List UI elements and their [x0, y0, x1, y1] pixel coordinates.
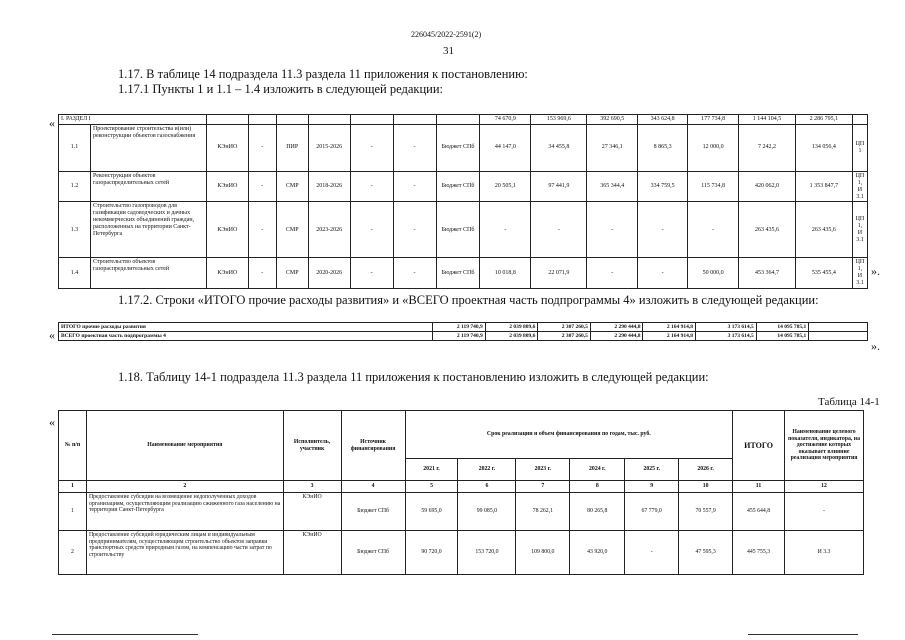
row-value: 97 441,9 [531, 171, 587, 202]
totals-label: ВСЕГО проектная часть подпрограммы 4 [59, 332, 433, 341]
header-row [59, 411, 864, 459]
header-name: Наименование мероприятия [86, 411, 283, 481]
row-cell: - [248, 124, 276, 171]
row-value: 365 344,4 [587, 171, 638, 202]
row-name: Предоставление субсидий юридическим лицам и индивидуальным предпринимателям, осуществляющим строительство объектов заправки транспортных средств природным газом, на компенсацию части затрат по строительству [86, 531, 283, 575]
row-number: 1.4 [59, 258, 91, 289]
column-number: 5 [405, 481, 458, 493]
header-year: 2024 г. [570, 459, 625, 481]
row-value: 99 085,0 [458, 493, 516, 531]
totals-value: 2 119 740,9 [433, 332, 486, 341]
bottom-rule [52, 634, 198, 635]
table-row [59, 124, 868, 171]
row-executor: КЭнИО [206, 171, 248, 202]
header-period: Срок реализации и объем финансирования по годам, тыс. руб. [405, 411, 733, 459]
row-source: Бюджет СПб [341, 531, 405, 575]
row-target: ЦП 1, И 3.1 [852, 171, 867, 202]
row-source: Бюджет СПб [436, 258, 480, 289]
row-cell: - [248, 202, 276, 258]
row-work-type: СМР [276, 258, 308, 289]
row-number: 2 [59, 531, 87, 575]
section-value: 74 670,9 [480, 115, 531, 125]
row-value: 8 865,3 [638, 124, 688, 171]
row-value: 43 920,0 [570, 531, 625, 575]
row-cell: - [350, 258, 393, 289]
row-executor: КЭнИО [206, 202, 248, 258]
row-number: 1.3 [59, 202, 91, 258]
row-value: - [638, 258, 688, 289]
column-number-row [59, 481, 864, 493]
row-number: 1 [59, 493, 87, 531]
row-value: - [638, 202, 688, 258]
row-source: Бюджет СПб [341, 493, 405, 531]
row-target: - [785, 493, 864, 531]
row-name: Предоставление субсидии на возмещение недополученных доходов организациям, осуществляющим реализацию сжиженного газа населению на территории Санкт-Петербурга [86, 493, 283, 531]
row-cell: - [248, 258, 276, 289]
row-value: 20 505,1 [480, 171, 531, 202]
row-value: 263 435,6 [795, 202, 852, 258]
row-number: 1.1 [59, 124, 91, 171]
row-value: 153 720,0 [458, 531, 516, 575]
row-value: 7 242,2 [739, 124, 796, 171]
totals-value: 2 119 740,9 [433, 323, 486, 332]
column-number: 3 [283, 481, 341, 493]
header-year: 2022 г. [458, 459, 516, 481]
row-value: 80 265,8 [570, 493, 625, 531]
section-value: 343 624,8 [638, 115, 688, 125]
page-number: 31 [443, 45, 454, 57]
row-work-type: СМР [276, 202, 308, 258]
row-value: 34 455,8 [531, 124, 587, 171]
column-number: 8 [570, 481, 625, 493]
totals-value: 2 307 260,5 [538, 332, 591, 341]
row-target: ЦП 1 [852, 124, 867, 171]
totals-row [59, 332, 868, 341]
totals-value: 2 307 260,5 [538, 323, 591, 332]
column-number: 1 [59, 481, 87, 493]
row-value: 47 595,3 [679, 531, 733, 575]
row-value: 22 071,9 [531, 258, 587, 289]
header-target: Наименование целевого показателя, индикатора, на достижение которых оказывает влияние реализация мероприятия [785, 411, 864, 481]
row-source: Бюджет СПб [436, 171, 480, 202]
paragraph-1-18: 1.18. Таблицу 14-1 подраздела 11.3 раздела 11 приложения к постановлению изложить в следующей редакции: [118, 370, 709, 384]
table-row [59, 258, 868, 289]
row-name: Проектирование строительства и(или) реконструкции объектов газоснабжения [90, 124, 206, 171]
row-cell: - [350, 171, 393, 202]
bottom-rule [748, 634, 858, 635]
row-value: 50 000,0 [688, 258, 739, 289]
row-period: 2023-2026 [308, 202, 350, 258]
row-value: 115 734,8 [688, 171, 739, 202]
row-source: Бюджет СПб [436, 124, 480, 171]
table-row [59, 171, 868, 202]
row-source: Бюджет СПб [436, 202, 480, 258]
header-executor: Исполнитель, участник [283, 411, 341, 481]
paragraph-1-17-2: 1.17.2. Строки «ИТОГО прочие расходы развития» и «ВСЕГО проектная часть подпрограммы 4» изложить в следующей редакции: [118, 293, 819, 307]
table-row [59, 493, 864, 531]
table-row [59, 531, 864, 575]
quote-open: « [49, 415, 55, 429]
totals-value: 2 039 809,6 [485, 323, 538, 332]
column-number: 12 [785, 481, 864, 493]
column-number: 10 [679, 481, 733, 493]
row-executor: КЭнИО [206, 258, 248, 289]
column-number: 6 [458, 481, 516, 493]
row-value: 27 346,1 [587, 124, 638, 171]
header-year: 2021 г. [405, 459, 458, 481]
row-executor: КЭнИО [283, 531, 341, 575]
row-name: Строительство объектов газораспределительных сетей [90, 258, 206, 289]
section-value: 392 690,5 [587, 115, 638, 125]
row-period: 2020-2026 [308, 258, 350, 289]
row-cell: - [350, 202, 393, 258]
row-cell: - [350, 124, 393, 171]
header-num: № п/п [59, 411, 87, 481]
header-source: Источник финансирования [341, 411, 405, 481]
row-target: И 3.3 [785, 531, 864, 575]
row-value: 12 000,0 [688, 124, 739, 171]
quote-open: « [49, 116, 55, 130]
header-year: 2023 г. [516, 459, 570, 481]
table-row [59, 202, 868, 258]
header-total: ИТОГО [733, 411, 785, 481]
totals-row [59, 323, 868, 332]
quote-open: « [49, 328, 55, 342]
totals-value: 3 173 614,5 [696, 332, 757, 341]
row-value: 70 557,9 [679, 493, 733, 531]
totals-value: 2 290 444,8 [590, 323, 643, 332]
table-14-fragment [58, 114, 868, 289]
quote-close: ». [871, 264, 880, 278]
row-target: ЦП 1, И 3.1 [852, 202, 867, 258]
quote-close: ». [871, 339, 880, 353]
row-value: 420 062,0 [739, 171, 796, 202]
row-value: 1 353 847,7 [795, 171, 852, 202]
row-executor: КЭнИО [206, 124, 248, 171]
row-value: 263 435,6 [739, 202, 796, 258]
row-period: 2015-2026 [308, 124, 350, 171]
row-cell: - [248, 171, 276, 202]
table-14-1 [58, 410, 864, 575]
paragraph-1-17-1: 1.17.1 Пункты 1 и 1.1 – 1.4 изложить в следующей редакции: [118, 82, 444, 96]
row-value: - [688, 202, 739, 258]
row-name: Реконструкция объектов газораспределительных сетей [90, 171, 206, 202]
column-number: 9 [625, 481, 679, 493]
row-work-type: ПИР [276, 124, 308, 171]
document-number: 226045/2022-2591(2) [411, 30, 482, 39]
row-executor: КЭнИО [283, 493, 341, 531]
row-number: 1.2 [59, 171, 91, 202]
totals-value: 2 039 809,6 [485, 332, 538, 341]
header-year: 2026 г. [679, 459, 733, 481]
row-work-type: СМР [276, 171, 308, 202]
row-cell: - [393, 202, 436, 258]
row-cell: - [393, 124, 436, 171]
row-value: - [587, 258, 638, 289]
section-value: 177 734,8 [688, 115, 739, 125]
totals-value: 2 164 914,8 [643, 323, 696, 332]
section-value: 153 969,6 [531, 115, 587, 125]
section-value: 2 286 795,1 [795, 115, 852, 125]
row-value: - [531, 202, 587, 258]
paragraph-1-17: 1.17. В таблице 14 подраздела 11.3 раздела 11 приложения к постановлению: [118, 67, 528, 81]
row-cell: - [393, 171, 436, 202]
totals-label: ИТОГО прочие расходы развития [59, 323, 433, 332]
totals-table [58, 322, 868, 341]
totals-value: 2 164 914,8 [643, 332, 696, 341]
column-number: 4 [341, 481, 405, 493]
section-label: I. РАЗДЕЛ I [59, 115, 207, 125]
row-value: 535 455,4 [795, 258, 852, 289]
row-total: 445 755,3 [733, 531, 785, 575]
header-year: 2025 г. [625, 459, 679, 481]
row-period: 2018-2026 [308, 171, 350, 202]
row-value: 334 759,5 [638, 171, 688, 202]
row-total: 455 644,8 [733, 493, 785, 531]
totals-value: 14 095 785,1 [756, 323, 809, 332]
row-value: 10 018,8 [480, 258, 531, 289]
row-value: - [625, 531, 679, 575]
totals-value: 14 095 785,1 [756, 332, 809, 341]
column-number: 11 [733, 481, 785, 493]
totals-value: 2 290 444,8 [590, 332, 643, 341]
row-value: 109 800,0 [516, 531, 570, 575]
totals-value: 3 173 614,5 [696, 323, 757, 332]
column-number: 2 [86, 481, 283, 493]
row-value: 453 364,7 [739, 258, 796, 289]
row-value: 59 695,0 [405, 493, 458, 531]
row-value: - [587, 202, 638, 258]
row-value: - [480, 202, 531, 258]
row-value: 44 147,0 [480, 124, 531, 171]
row-value: 67 779,0 [625, 493, 679, 531]
row-value: 134 056,4 [795, 124, 852, 171]
row-value: 90 720,0 [405, 531, 458, 575]
section-value: 1 144 104,5 [739, 115, 796, 125]
section-row [59, 115, 868, 125]
table-caption: Таблица 14-1 [818, 396, 880, 408]
row-value: 78 262,1 [516, 493, 570, 531]
row-cell: - [393, 258, 436, 289]
row-name: Строительство газопроводов для газификации садоводческих и дачных некоммерческих объединений граждан, расположенных на территории Санкт-Петербурга [90, 202, 206, 258]
column-number: 7 [516, 481, 570, 493]
row-target: ЦП 1, И 3.1 [852, 258, 867, 289]
